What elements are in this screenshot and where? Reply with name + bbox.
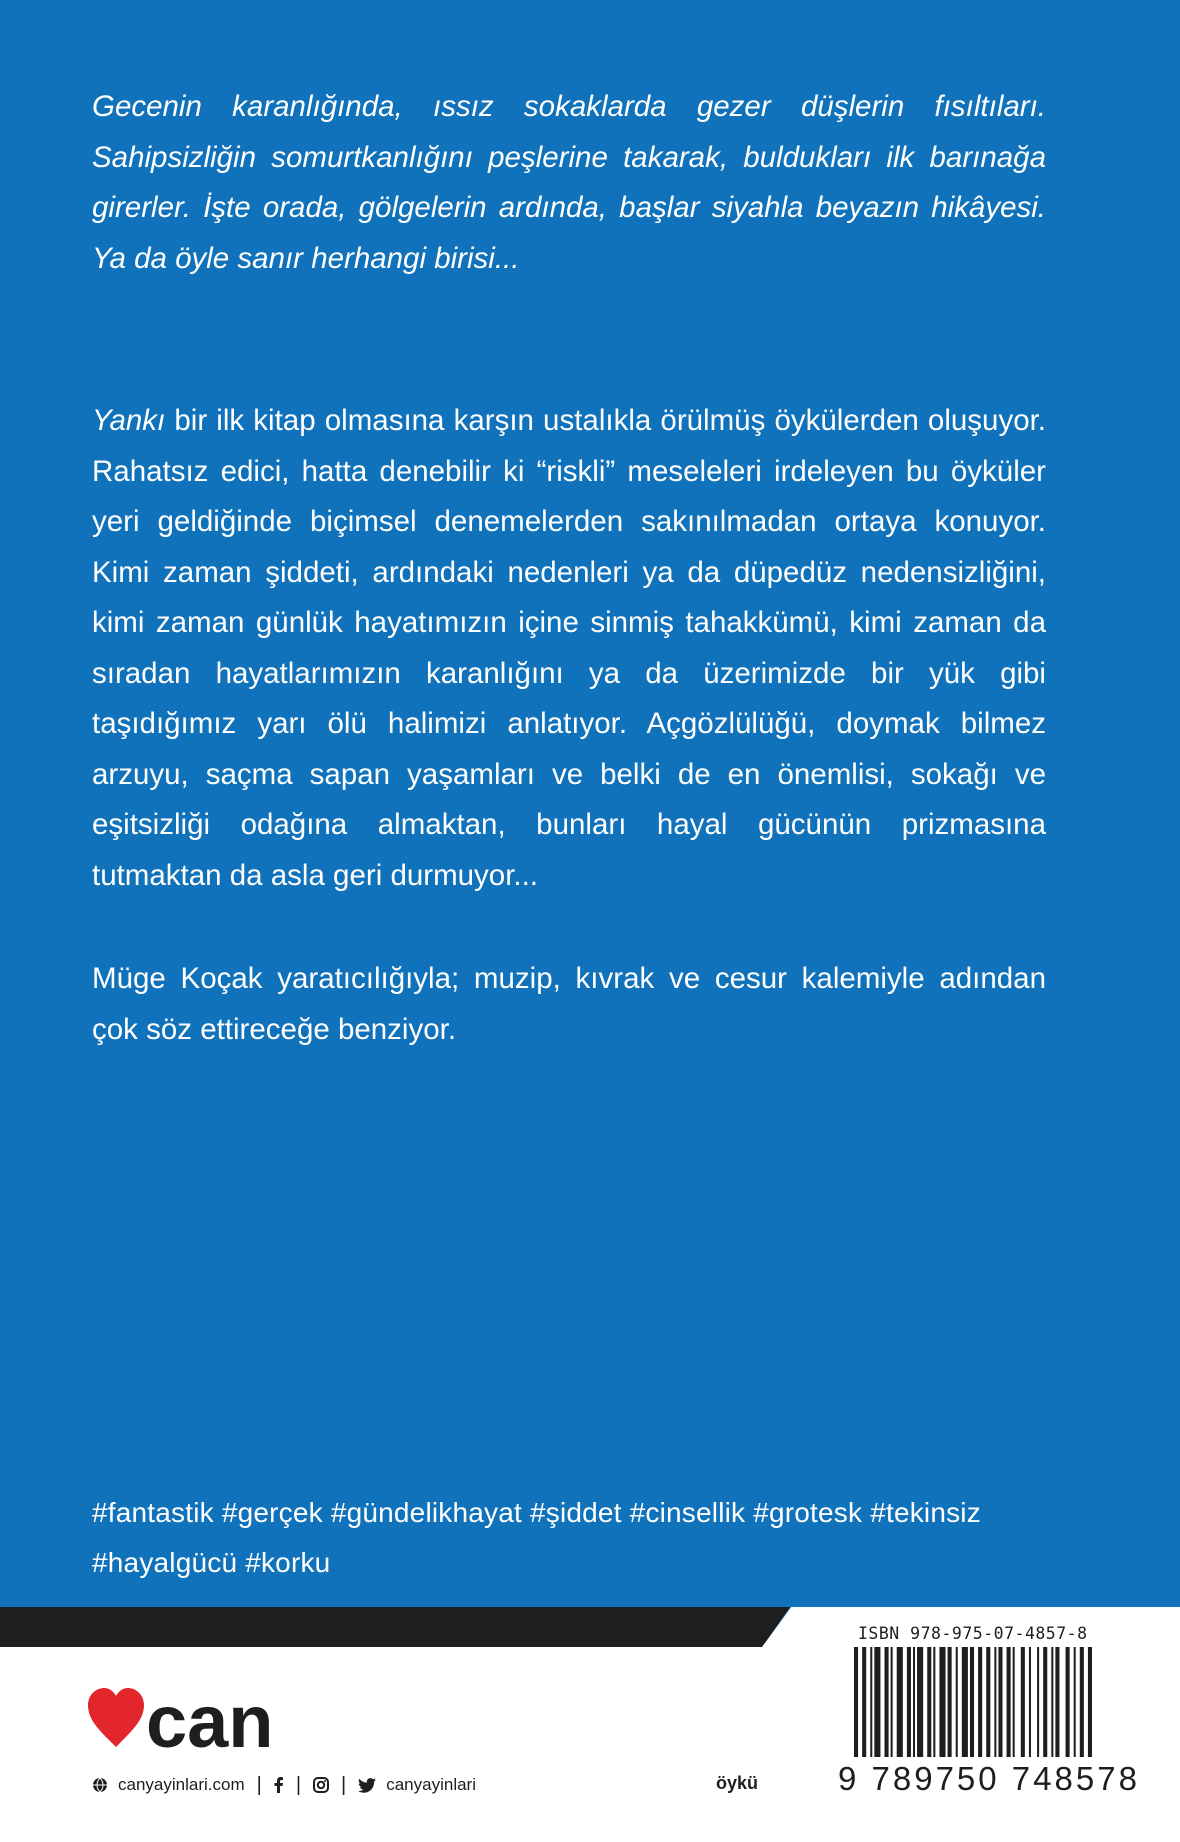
heart-icon: [88, 1688, 144, 1747]
globe-icon: [92, 1777, 108, 1793]
dark-band: [0, 1607, 790, 1647]
barcode-bar: [978, 1647, 982, 1757]
separator: |: [341, 1773, 347, 1796]
barcode-bar: [1080, 1647, 1084, 1757]
barcode-bar: [956, 1647, 958, 1757]
barcode-bar: [1029, 1647, 1031, 1757]
barcode-bar: [962, 1647, 968, 1757]
barcode-bar: [1088, 1647, 1092, 1757]
barcode-bar: [891, 1647, 893, 1757]
barcode-bar: [1021, 1647, 1025, 1757]
barcode-bar: [907, 1647, 911, 1757]
barcode: [854, 1647, 1092, 1757]
barcode-bar: [970, 1647, 974, 1757]
barcode-bar: [1051, 1647, 1053, 1757]
genre-label: öykü: [716, 1773, 759, 1793]
barcode-bar: [1007, 1647, 1011, 1757]
hashtag-list: #fantastik #gerçek #gündelikhayat #şiddet #cinsellik #grotesk #tekinsiz #hayalgücü #korku: [92, 1497, 981, 1578]
separator: |: [295, 1773, 302, 1796]
isbn-digits: 9 789750 748578: [838, 1760, 1140, 1797]
barcode-bar: [862, 1647, 866, 1757]
barcode-bar: [1055, 1647, 1059, 1757]
barcode-bar: [854, 1647, 858, 1757]
barcode-bar: [1066, 1647, 1070, 1757]
description-text: bir ilk kitap olmasına karşın ustalıkla örülmüş öykülerden oluşuyor. Rahatsız edici, hatta denebilir ki “riskli” meseleleri irdeleyen bu öyküler yeri geldiğinde biçimsel denemelerden sakınılmadan ortaya konuyor. Kimi zaman şiddeti, ardındaki nedenleri ya da düpedüz nedensizliğini, kimi zaman günlük hayatımızın içine sinmiş tahakkümü, kimi zaman da sıradan hayatlarımızın karanlığını ya da üzerimizde bir yük gibi taşıdığımız yarı ölü halimizi anlatıyor. Açgözlülüğü, doymak bilmez arzuyu, saçma sapan yaşamları ve belki de en önemlisi, sokağı ve eşitsizliği odağına almaktan, bunları hayal gücünün prizmasına tutmaktan da asla geri durmuyor...: [92, 404, 1046, 892]
barcode-bar: [986, 1647, 990, 1757]
instagram-icon[interactable]: [313, 1777, 329, 1793]
barcode-bar: [897, 1647, 903, 1757]
barcode-bar: [870, 1647, 872, 1757]
author-paragraph: Müge Koçak yaratıcılığıyla; muzip, kıvrak ve cesur kalemiyle adından çok söz ettireceğe benziyor.: [92, 962, 1046, 1046]
website-link[interactable]: canyayinlari.com: [118, 1775, 245, 1794]
barcode-bar: [933, 1647, 935, 1757]
barcode-bar: [939, 1647, 945, 1757]
barcode-bar: [948, 1647, 952, 1757]
barcode-bar: [1013, 1647, 1015, 1757]
intro-paragraph: Gecenin karanlığında, ıssız sokaklarda gezer düşlerin fısıltıları. Sahipsizliğin somurtkanlığını peşlerine takarak, buldukları ilk barınağa girerler. İşte orada, gölgelerin ardında, başlar siyahla beyazın hikâyesi. Ya da öyle sanır herhangi birisi...: [92, 90, 1046, 275]
barcode-bar: [885, 1647, 889, 1757]
barcode-bar: [1043, 1647, 1047, 1757]
twitter-icon[interactable]: [358, 1778, 376, 1793]
barcode-bar: [994, 1647, 996, 1757]
barcode-bar: [874, 1647, 880, 1757]
description-paragraph: [92, 396, 1046, 901]
facebook-icon[interactable]: [274, 1777, 284, 1793]
barcode-bar: [1037, 1647, 1039, 1757]
barcode-bar: [917, 1647, 923, 1757]
barcode-bar: [927, 1647, 931, 1757]
barcode-bar: [913, 1647, 915, 1757]
barcode-bar: [998, 1647, 1002, 1757]
separator: |: [256, 1773, 262, 1796]
footer-links: [92, 1770, 476, 1800]
twitter-handle[interactable]: canyayinlari: [386, 1775, 476, 1794]
isbn-label: ISBN 978-975-07-4857-8: [858, 1624, 1088, 1643]
book-title: Yankı: [92, 404, 166, 437]
can-logo: [88, 1677, 288, 1757]
logo-wordmark: can: [146, 1680, 274, 1757]
barcode-bar: [1074, 1647, 1076, 1757]
